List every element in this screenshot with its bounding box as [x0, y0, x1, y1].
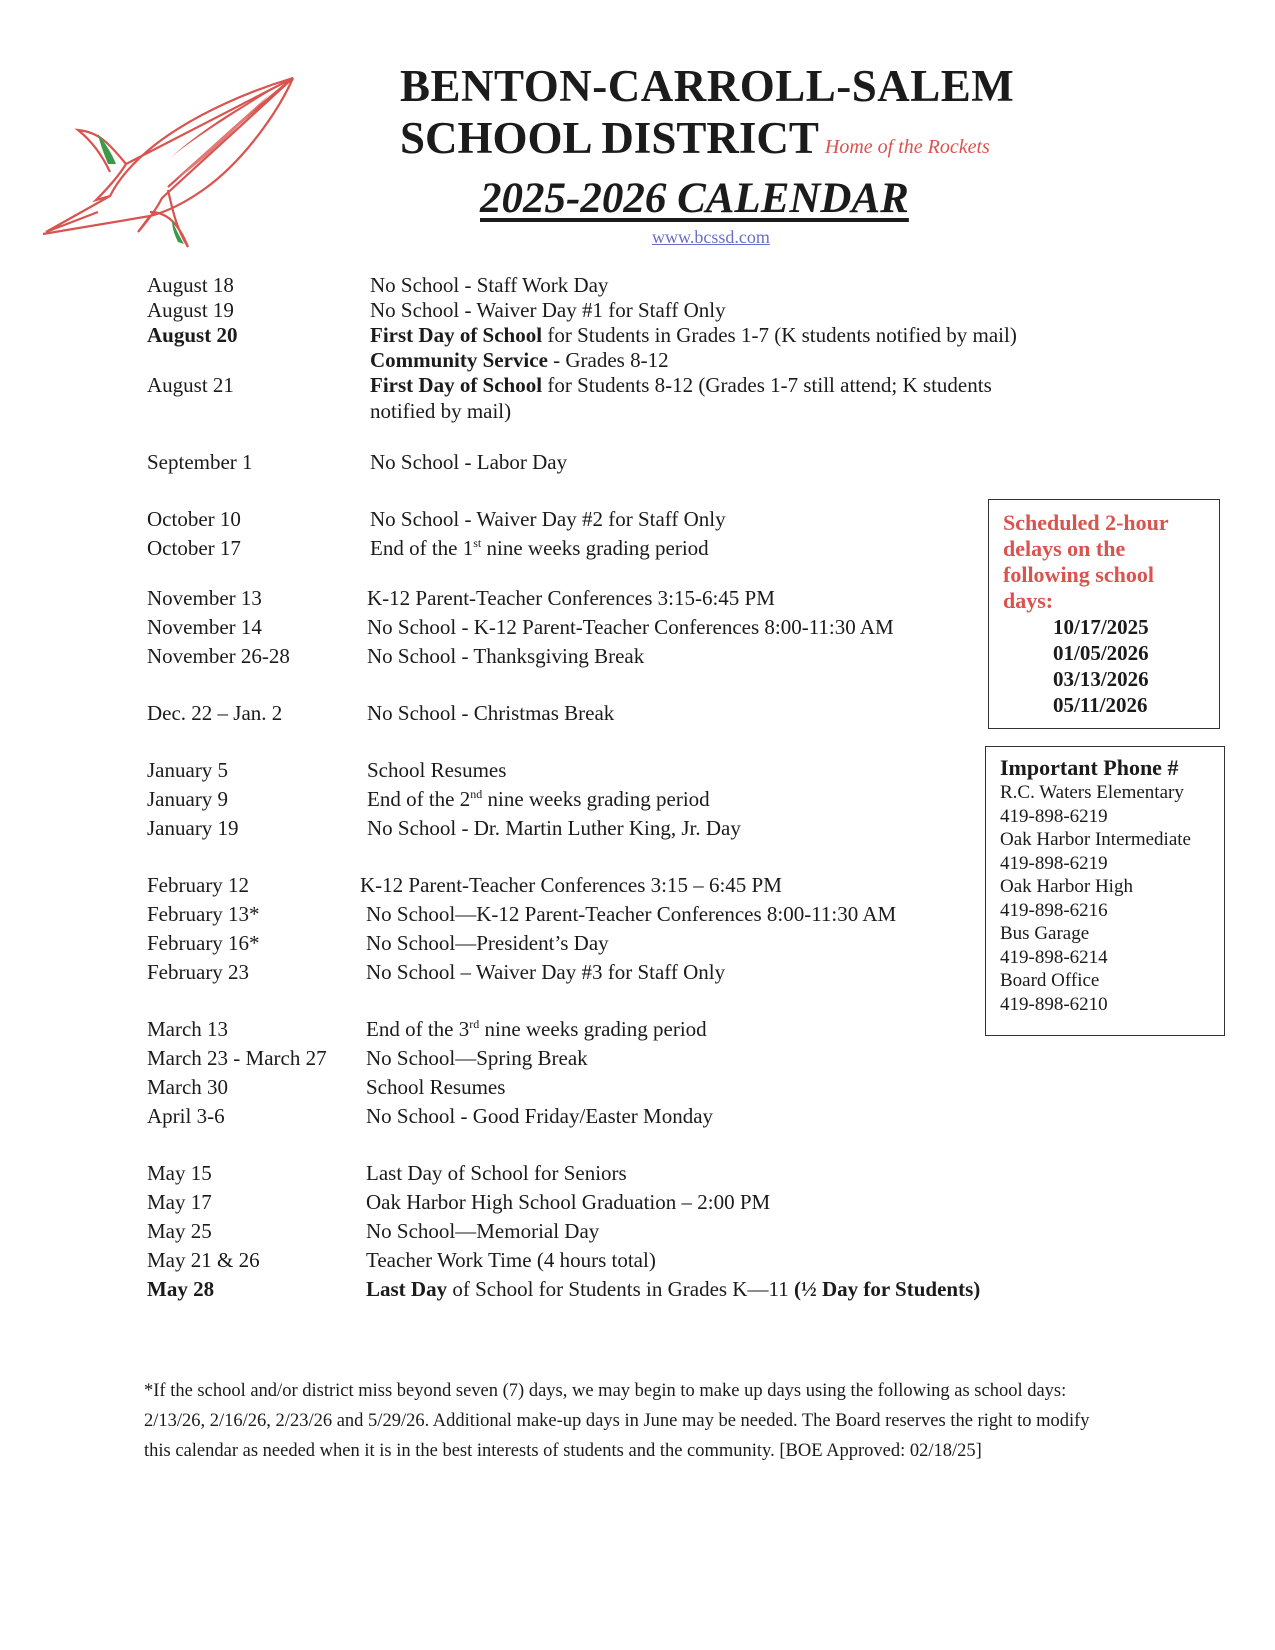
- event-text: No School - Dr. Martin Luther King, Jr. Day: [367, 816, 741, 840]
- event-text: No School—President’s Day: [366, 931, 609, 955]
- event-text-rest: of School for Students in Grades K—11: [447, 1277, 794, 1301]
- website-link[interactable]: www.bcssd.com: [652, 227, 770, 247]
- event-date: February 12: [147, 873, 250, 897]
- event-text-post: nine weeks grading period: [479, 1017, 707, 1041]
- calendar-title: 2025-2026 CALENDAR: [480, 175, 909, 222]
- event-text-pre: End of the 2: [367, 787, 471, 811]
- event-date: August 21: [147, 373, 234, 397]
- event-text: K-12 Parent-Teacher Conferences 3:15 – 6:45 PM: [360, 873, 782, 897]
- event-text: No School - Staff Work Day: [370, 273, 609, 297]
- phone-school-name: R.C. Waters Elementary: [1000, 782, 1184, 803]
- event-date: March 23 - March 27: [147, 1046, 327, 1070]
- event-date: January 19: [147, 816, 239, 840]
- event-date: November 13: [147, 586, 262, 610]
- event-text: Last Day of School for Seniors: [366, 1161, 627, 1185]
- event-text: No School - Waiver Day #2 for Staff Only: [370, 507, 726, 531]
- event-date: March 13: [147, 1017, 229, 1041]
- event-date: October 10: [147, 507, 241, 531]
- event-date: August 20: [147, 323, 238, 347]
- event-date: November 14: [147, 615, 262, 639]
- event-date: January 5: [147, 758, 229, 782]
- event-date: May 17: [147, 1190, 212, 1214]
- event-text: School Resumes: [367, 758, 507, 782]
- delay-date: 05/11/2026: [1053, 693, 1148, 717]
- delay-date: 01/05/2026: [1053, 641, 1149, 665]
- event-date: February 23: [147, 960, 250, 984]
- event-text: Oak Harbor High School Graduation – 2:00 PM: [366, 1190, 771, 1214]
- ordinal-suffix: nd: [470, 787, 483, 801]
- phone-number: 419-898-6216: [1000, 899, 1108, 921]
- event-date: August 18: [147, 273, 234, 297]
- event-date: February 13*: [147, 902, 260, 926]
- event-text: No School – Waiver Day #3 for Staff Only: [366, 960, 726, 984]
- phone-number: 419-898-6219: [1000, 852, 1108, 874]
- event-text: No School—K-12 Parent-Teacher Conferences 8:00-11:30 AM: [366, 902, 897, 926]
- event-text: No School—Spring Break: [366, 1046, 588, 1070]
- event-date: March 30: [147, 1075, 229, 1099]
- event-text-rest: for Students 8-12 (Grades 1-7 still attend; K students notified by mail): [370, 373, 992, 423]
- document-header: [400, 60, 1020, 248]
- event-text: Teacher Work Time (4 hours total): [366, 1248, 656, 1272]
- event-text: [370, 535, 1090, 561]
- delay-date: 10/17/2025: [1053, 615, 1149, 639]
- event-text: No School - Waiver Day #1 for Staff Only: [370, 298, 726, 322]
- event-text: No School—Memorial Day: [366, 1219, 600, 1243]
- ordinal-suffix: st: [473, 536, 482, 550]
- event-text: No School - K-12 Parent-Teacher Conferences 8:00-11:30 AM: [367, 615, 894, 639]
- phone-number: 419-898-6214: [1000, 946, 1108, 968]
- phone-school-name: Oak Harbor High: [1000, 876, 1133, 897]
- event-text: [370, 372, 1030, 424]
- tagline: Home of the Rockets: [824, 136, 990, 158]
- event-text-bold: Community Service: [370, 348, 548, 372]
- event-text-rest: - Grades 8-12: [547, 348, 669, 372]
- event-text: [370, 347, 1090, 373]
- event-text: No School - Labor Day: [370, 450, 568, 474]
- event-text: [370, 322, 1090, 348]
- makeup-days-footnote: *If the school and/or district miss beyond seven (7) days, we may begin to make up days using the following as school days: 2/13/26, 2/16/26, 2/23/26 and 5/29/26. Additional make-up days in June may be needed. The Board reserves the right to modify this calendar as needed when it is in the best interests of students and the community. [BOE Approved: 02/18/25]: [144, 1381, 1090, 1461]
- event-date: May 15: [147, 1161, 212, 1185]
- event-date: October 17: [147, 536, 241, 560]
- important-phone-box: [985, 746, 1225, 1036]
- delay-date: 03/13/2026: [1053, 667, 1149, 691]
- event-date: April 3-6: [147, 1104, 225, 1128]
- event-text-post: nine weeks grading period: [481, 536, 709, 560]
- event-text-rest: for Students in Grades 1-7 (K students notified by mail): [542, 323, 1017, 347]
- district-name-text: SCHOOL DISTRICT: [400, 113, 819, 163]
- phone-school-name: Board Office: [1000, 970, 1100, 991]
- event-text: [366, 1016, 1086, 1042]
- event-text-bold: First Day of School: [370, 373, 543, 397]
- event-date: February 16*: [147, 931, 260, 955]
- district-name-line1: BENTON-CARROLL-SALEM: [400, 61, 1015, 111]
- event-date: August 19: [147, 298, 234, 322]
- event-text-pre: End of the 3: [366, 1017, 470, 1041]
- event-text: K-12 Parent-Teacher Conferences 3:15-6:45 PM: [367, 586, 775, 610]
- phone-number: 419-898-6219: [1000, 805, 1108, 827]
- event-date: November 26-28: [147, 644, 290, 668]
- rocket-logo-icon: [38, 72, 308, 252]
- event-text-post: nine weeks grading period: [482, 787, 710, 811]
- event-text: No School - Good Friday/Easter Monday: [366, 1104, 714, 1128]
- phone-school-name: Bus Garage: [1000, 923, 1090, 944]
- event-text-bold: First Day of School: [370, 323, 543, 347]
- event-date: September 1: [147, 450, 253, 474]
- event-text: School Resumes: [366, 1075, 506, 1099]
- phone-number: 419-898-6210: [1000, 993, 1108, 1015]
- event-text-pre: End of the 1: [370, 536, 474, 560]
- event-text-bold: Last Day: [366, 1277, 448, 1301]
- event-date: January 9: [147, 787, 229, 811]
- event-text: [367, 786, 1087, 812]
- event-text: [366, 1276, 1126, 1302]
- event-date: Dec. 22 – Jan. 2: [147, 701, 283, 725]
- phone-school-name: Oak Harbor Intermediate: [1000, 829, 1191, 850]
- event-text: No School - Thanksgiving Break: [367, 644, 645, 668]
- scheduled-delays-box: [988, 499, 1220, 729]
- event-date: May 28: [147, 1277, 215, 1301]
- ordinal-suffix: rd: [469, 1017, 480, 1031]
- event-text-bold-2: (½ Day for Students): [793, 1277, 981, 1301]
- event-text: No School - Christmas Break: [367, 701, 615, 725]
- event-date: May 25: [147, 1219, 212, 1243]
- district-name-line2: [400, 112, 1020, 173]
- phone-title: Important Phone #: [1000, 755, 1179, 780]
- delays-title: Scheduled 2-hour delays on the following school days:: [1003, 510, 1169, 613]
- event-date: May 21 & 26: [147, 1248, 260, 1272]
